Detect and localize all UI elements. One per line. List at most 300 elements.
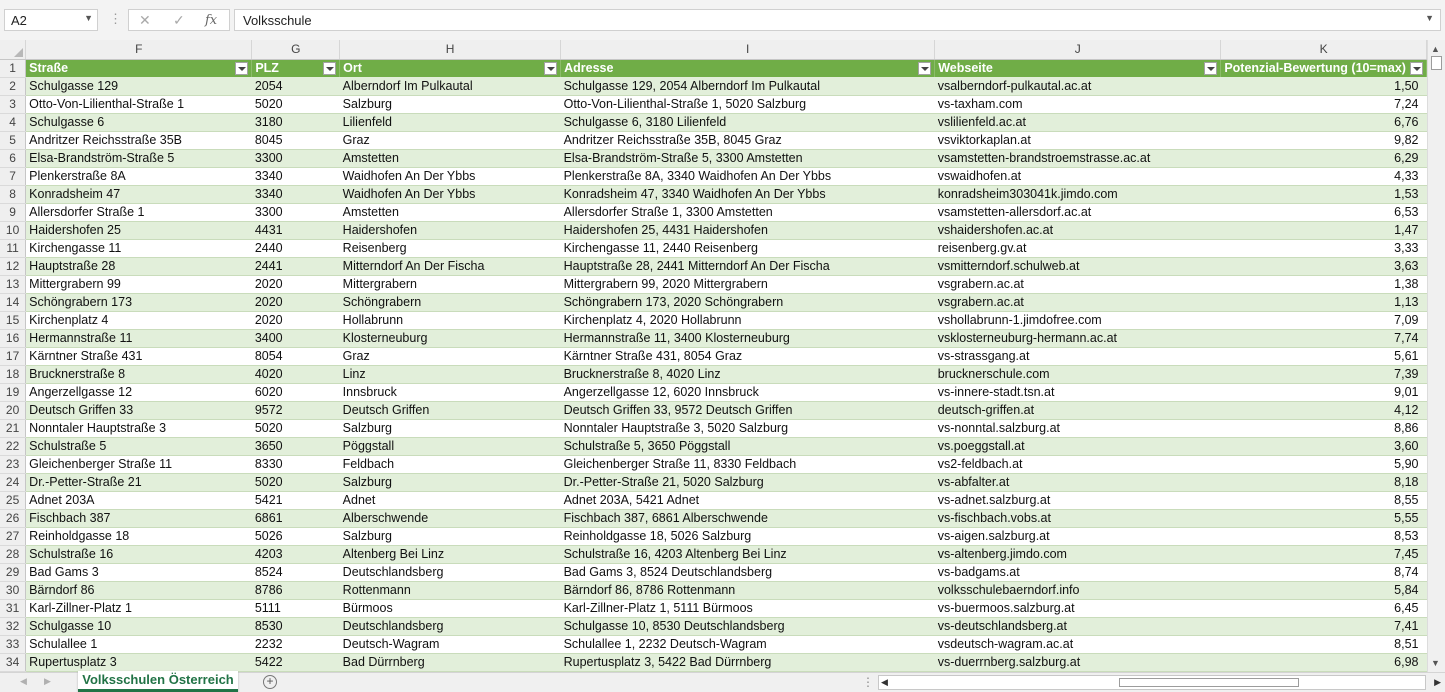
cell-plz[interactable]: 6861 [252,509,340,527]
cell-ort[interactable]: Feldbach [340,455,561,473]
table-row [0,311,1427,329]
cell-strasse[interactable]: Reinholdgasse 18 [26,527,252,545]
row-number[interactable]: 18 [0,365,26,383]
cell-webseite[interactable]: vsviktorkaplan.at [935,131,1221,149]
formula-bar-grip-icon[interactable]: ⋮ [109,11,122,26]
cell-ort[interactable]: Reisenberg [340,239,561,257]
cell-ort[interactable]: Deutsch-Wagram [340,635,561,653]
cell-webseite[interactable]: vsdeutsch-wagram.ac.at [935,635,1221,653]
table-row [0,365,1427,383]
cell-strasse[interactable]: Schulgasse 6 [26,113,252,131]
select-all-corner[interactable] [0,40,26,59]
cell-bewertung[interactable]: 4,33 [1221,167,1427,185]
table-row [0,221,1427,239]
row-number[interactable]: 33 [0,635,26,653]
header-cell-ort[interactable] [340,59,561,77]
cell-adresse[interactable]: Mittergrabern 99, 2020 Mittergrabern [561,275,935,293]
table-row [0,293,1427,311]
cell-strasse[interactable]: Gleichenberger Straße 11 [26,455,252,473]
row-number[interactable]: 16 [0,329,26,347]
row-number[interactable]: 31 [0,599,26,617]
cell-bewertung[interactable]: 8,86 [1221,419,1427,437]
table-row [0,257,1427,275]
cell-webseite[interactable]: vsamstetten-brandstroemstrasse.ac.at [935,149,1221,167]
cell-adresse[interactable]: Bärndorf 86, 8786 Rottenmann [561,581,935,599]
filter-dropdown-icon[interactable] [544,62,557,75]
cell-plz[interactable]: 5020 [252,419,340,437]
row-number[interactable]: 13 [0,275,26,293]
cell-strasse[interactable]: Schulgasse 10 [26,617,252,635]
row-number[interactable]: 7 [0,167,26,185]
cell-plz[interactable]: 8524 [252,563,340,581]
cell-adresse[interactable]: Hauptstraße 28, 2441 Mitterndorf An Der Fischa [561,257,935,275]
cell-strasse[interactable]: Elsa-Brandström-Straße 5 [26,149,252,167]
cell-strasse[interactable]: Otto-Von-Lilienthal-Straße 1 [26,95,252,113]
cell-plz[interactable]: 2440 [252,239,340,257]
cell-adresse[interactable]: Allersdorfer Straße 1, 3300 Amstetten [561,203,935,221]
name-box-value: A2 [11,13,27,28]
cell-bewertung[interactable]: 1,50 [1221,77,1427,95]
cell-adresse[interactable]: Schöngrabern 173, 2020 Schöngrabern [561,293,935,311]
cell-plz[interactable]: 3300 [252,149,340,167]
sheet-tab-bar [0,672,1445,692]
cell-adresse[interactable]: Gleichenberger Straße 11, 8330 Feldbach [561,455,935,473]
cell-adresse[interactable]: Karl-Zillner-Platz 1, 5111 Bürmoos [561,599,935,617]
cell-adresse[interactable]: Kirchenplatz 4, 2020 Hollabrunn [561,311,935,329]
cell-strasse[interactable]: Mittergrabern 99 [26,275,252,293]
cell-plz[interactable]: 2020 [252,311,340,329]
row-number[interactable]: 21 [0,419,26,437]
cell-plz[interactable]: 4431 [252,221,340,239]
cell-strasse[interactable]: Schulstraße 5 [26,437,252,455]
table-row [0,329,1427,347]
cell-strasse[interactable]: Schulstraße 16 [26,545,252,563]
cell-strasse[interactable]: Karl-Zillner-Platz 1 [26,599,252,617]
cell-adresse[interactable]: Fischbach 387, 6861 Alberschwende [561,509,935,527]
cell-ort[interactable]: Hollabrunn [340,311,561,329]
table-row [0,347,1427,365]
cell-ort[interactable]: Mittergrabern [340,275,561,293]
previous-sheet-icon[interactable]: ◀ [20,676,27,686]
add-sheet-icon[interactable]: + [263,675,277,689]
cell-plz[interactable]: 3340 [252,185,340,203]
cell-adresse[interactable]: Otto-Von-Lilienthal-Straße 1, 5020 Salzburg [561,95,935,113]
cell-ort[interactable]: Deutsch Griffen [340,401,561,419]
horizontal-scrollbar[interactable] [878,675,1441,690]
cell-adresse[interactable]: Schulgasse 6, 3180 Lilienfeld [561,113,935,131]
row-number[interactable]: 28 [0,545,26,563]
cell-adresse[interactable]: Andritzer Reichsstraße 35B, 8045 Graz [561,131,935,149]
row-number[interactable]: 4 [0,113,26,131]
cell-bewertung[interactable]: 7,24 [1221,95,1427,113]
column-header-k[interactable]: K [1221,40,1427,59]
cell-webseite[interactable]: vs-nonntal.salzburg.at [935,419,1221,437]
enter-icon[interactable]: ✓ [173,12,185,28]
cell-bewertung[interactable]: 1,13 [1221,293,1427,311]
cell-adresse[interactable]: Schulallee 1, 2232 Deutsch-Wagram [561,635,935,653]
sheet-tab-label: Volksschulen Österreich [82,672,234,687]
row-number[interactable]: 6 [0,149,26,167]
cell-adresse[interactable]: Deutsch Griffen 33, 9572 Deutsch Griffen [561,401,935,419]
cell-ort[interactable]: Altenberg Bei Linz [340,545,561,563]
cell-bewertung[interactable]: 3,63 [1221,257,1427,275]
table-row [0,491,1427,509]
row-number[interactable]: 11 [0,239,26,257]
header-cell-strasse[interactable] [26,59,252,77]
cell-strasse[interactable]: Fischbach 387 [26,509,252,527]
cell-plz[interactable]: 5020 [252,95,340,113]
cell-webseite[interactable]: vsgrabern.ac.at [935,275,1221,293]
cell-plz[interactable]: 5020 [252,473,340,491]
sheet-tab-volksschulen[interactable] [78,671,238,692]
cell-strasse[interactable]: Rupertusplatz 3 [26,653,252,671]
row-number[interactable]: 3 [0,95,26,113]
cell-plz[interactable]: 5111 [252,599,340,617]
cell-bewertung[interactable]: 8,53 [1221,527,1427,545]
cell-webseite[interactable]: vs2-feldbach.at [935,455,1221,473]
cell-adresse[interactable]: Kärntner Straße 431, 8054 Graz [561,347,935,365]
cell-webseite[interactable]: brucknerschule.com [935,365,1221,383]
header-label: Adresse [564,61,614,76]
cell-bewertung[interactable]: 6,98 [1221,653,1427,671]
cell-webseite[interactable]: vs-altenberg.jimdo.com [935,545,1221,563]
cell-bewertung[interactable]: 6,29 [1221,149,1427,167]
cell-bewertung[interactable]: 8,51 [1221,635,1427,653]
cell-ort[interactable]: Haidershofen [340,221,561,239]
cell-adresse[interactable]: Rupertusplatz 3, 5422 Bad Dürrnberg [561,653,935,671]
row-number[interactable]: 26 [0,509,26,527]
cell-bewertung[interactable]: 7,74 [1221,329,1427,347]
row-number[interactable]: 12 [0,257,26,275]
table-row [0,95,1427,113]
cell-strasse[interactable]: Brucknerstraße 8 [26,365,252,383]
cell-adresse[interactable]: Hermannstraße 11, 3400 Klosterneuburg [561,329,935,347]
cell-ort[interactable]: Waidhofen An Der Ybbs [340,185,561,203]
cell-webseite[interactable]: vsalberndorf-pulkautal.ac.at [935,77,1221,95]
cell-webseite[interactable]: vsgrabern.ac.at [935,293,1221,311]
cell-plz[interactable]: 3180 [252,113,340,131]
row-number[interactable]: 32 [0,617,26,635]
cell-bewertung[interactable]: 6,45 [1221,599,1427,617]
cell-webseite[interactable]: deutsch-griffen.at [935,401,1221,419]
header-cell-adresse[interactable] [561,59,935,77]
cell-ort[interactable]: Pöggstall [340,437,561,455]
table-row [0,545,1427,563]
cell-ort[interactable]: Bad Dürrnberg [340,653,561,671]
cell-webseite[interactable]: vs-badgams.at [935,563,1221,581]
cell-plz[interactable]: 2020 [252,293,340,311]
cell-webseite[interactable]: vsklosterneuburg-hermann.ac.at [935,329,1221,347]
cell-ort[interactable]: Alberschwende [340,509,561,527]
header-label: Webseite [938,61,993,76]
cell-strasse[interactable]: Hauptstraße 28 [26,257,252,275]
cell-plz[interactable]: 8786 [252,581,340,599]
cell-plz[interactable]: 9572 [252,401,340,419]
row-number[interactable]: 10 [0,221,26,239]
scroll-up-icon[interactable]: ▲ [1431,44,1440,54]
table-row [0,203,1427,221]
cell-webseite[interactable]: vshaidershofen.ac.at [935,221,1221,239]
cell-ort[interactable]: Salzburg [340,95,561,113]
scroll-right-icon[interactable]: ▶ [1434,677,1441,687]
header-cell-webseite[interactable] [935,59,1221,77]
horizontal-scroll-thumb[interactable] [1119,678,1299,687]
cell-strasse[interactable]: Andritzer Reichsstraße 35B [26,131,252,149]
header-cell-plz[interactable] [252,59,340,77]
row-number[interactable]: 22 [0,437,26,455]
cell-strasse[interactable]: Konradsheim 47 [26,185,252,203]
cell-adresse[interactable]: Plenkerstraße 8A, 3340 Waidhofen An Der Ybbs [561,167,935,185]
cell-webseite[interactable]: vs-buermoos.salzburg.at [935,599,1221,617]
cell-webseite[interactable]: vs.poeggstall.at [935,437,1221,455]
cell-webseite[interactable]: vs-duerrnberg.salzburg.at [935,653,1221,671]
cell-bewertung[interactable]: 8,74 [1221,563,1427,581]
cell-adresse[interactable]: Bad Gams 3, 8524 Deutschlandsberg [561,563,935,581]
expand-formula-bar-icon[interactable]: ▼ [1425,13,1434,23]
cell-plz[interactable]: 8330 [252,455,340,473]
row-number[interactable]: 2 [0,77,26,95]
cell-adresse[interactable]: Schulgasse 10, 8530 Deutschlandsberg [561,617,935,635]
cell-bewertung[interactable]: 9,01 [1221,383,1427,401]
row-number[interactable]: 23 [0,455,26,473]
cell-ort[interactable]: Innsbruck [340,383,561,401]
cell-bewertung[interactable]: 7,45 [1221,545,1427,563]
cell-adresse[interactable]: Adnet 203A, 5421 Adnet [561,491,935,509]
cell-bewertung[interactable]: 1,38 [1221,275,1427,293]
column-header-f[interactable]: F [26,40,252,59]
cell-ort[interactable]: Linz [340,365,561,383]
table-row [0,599,1427,617]
cell-plz[interactable]: 2232 [252,635,340,653]
cell-ort[interactable]: Rottenmann [340,581,561,599]
cell-ort[interactable]: Alberndorf Im Pulkautal [340,77,561,95]
cell-bewertung[interactable]: 1,47 [1221,221,1427,239]
cell-bewertung[interactable]: 5,84 [1221,581,1427,599]
cell-webseite[interactable]: vs-aigen.salzburg.at [935,527,1221,545]
cell-ort[interactable]: Mitterndorf An Der Fischa [340,257,561,275]
cell-bewertung[interactable]: 8,18 [1221,473,1427,491]
cell-adresse[interactable]: Schulgasse 129, 2054 Alberndorf Im Pulkautal [561,77,935,95]
row-number[interactable]: 20 [0,401,26,419]
cell-webseite[interactable]: vs-deutschlandsberg.at [935,617,1221,635]
vertical-scrollbar[interactable] [1427,40,1445,672]
cell-strasse[interactable]: Schöngrabern 173 [26,293,252,311]
cell-bewertung[interactable]: 9,82 [1221,131,1427,149]
cell-webseite[interactable]: vs-innere-stadt.tsn.at [935,383,1221,401]
header-label: Ort [343,61,362,76]
cell-strasse[interactable]: Haidershofen 25 [26,221,252,239]
cell-webseite[interactable]: vs-taxham.com [935,95,1221,113]
cell-strasse[interactable]: Angerzellgasse 12 [26,383,252,401]
cell-ort[interactable]: Deutschlandsberg [340,563,561,581]
cell-plz[interactable]: 4020 [252,365,340,383]
cell-webseite[interactable]: vsmitterndorf.schulweb.at [935,257,1221,275]
next-sheet-icon[interactable]: ▶ [44,676,51,686]
cell-bewertung[interactable]: 7,39 [1221,365,1427,383]
cell-bewertung[interactable]: 6,76 [1221,113,1427,131]
cell-ort[interactable]: Amstetten [340,203,561,221]
cell-strasse[interactable]: Dr.-Petter-Straße 21 [26,473,252,491]
cell-plz[interactable]: 2054 [252,77,340,95]
cell-adresse[interactable]: Elsa-Brandström-Straße 5, 3300 Amstetten [561,149,935,167]
cell-webseite[interactable]: vshollabrunn-1.jimdofree.com [935,311,1221,329]
cell-strasse[interactable]: Kirchenplatz 4 [26,311,252,329]
row-number[interactable]: 19 [0,383,26,401]
filter-dropdown-icon[interactable] [918,62,931,75]
column-header-i[interactable]: I [561,40,935,59]
row-number[interactable]: 34 [0,653,26,671]
row-number[interactable]: 27 [0,527,26,545]
table-row [0,401,1427,419]
row-number[interactable]: 24 [0,473,26,491]
cell-strasse[interactable]: Bad Gams 3 [26,563,252,581]
cell-strasse[interactable]: Plenkerstraße 8A [26,167,252,185]
cell-ort[interactable]: Graz [340,131,561,149]
cell-strasse[interactable]: Schulallee 1 [26,635,252,653]
cell-bewertung[interactable]: 4,12 [1221,401,1427,419]
formula-input[interactable] [234,9,1441,31]
cell-strasse[interactable]: Schulgasse 129 [26,77,252,95]
cell-bewertung[interactable]: 7,41 [1221,617,1427,635]
filter-dropdown-icon[interactable] [1410,62,1423,75]
cancel-icon[interactable]: ✕ [139,12,151,28]
row-number[interactable]: 14 [0,293,26,311]
cell-plz[interactable]: 3650 [252,437,340,455]
row-number[interactable]: 1 [0,59,26,77]
cell-adresse[interactable]: Angerzellgasse 12, 6020 Innsbruck [561,383,935,401]
cell-strasse[interactable]: Nonntaler Hauptstraße 3 [26,419,252,437]
cell-ort[interactable]: Adnet [340,491,561,509]
table-row [0,563,1427,581]
cell-adresse[interactable]: Konradsheim 47, 3340 Waidhofen An Der Ybbs [561,185,935,203]
name-box[interactable] [4,9,98,31]
cell-adresse[interactable]: Reinholdgasse 18, 5026 Salzburg [561,527,935,545]
cell-adresse[interactable]: Schulstraße 16, 4203 Altenberg Bei Linz [561,545,935,563]
cell-bewertung[interactable]: 3,60 [1221,437,1427,455]
cell-bewertung[interactable]: 5,55 [1221,509,1427,527]
cell-strasse[interactable]: Adnet 203A [26,491,252,509]
cell-plz[interactable]: 8045 [252,131,340,149]
row-number[interactable]: 17 [0,347,26,365]
table-row [0,383,1427,401]
cell-ort[interactable]: Salzburg [340,527,561,545]
cell-plz[interactable]: 5026 [252,527,340,545]
row-number[interactable]: 30 [0,581,26,599]
row-number[interactable]: 15 [0,311,26,329]
cell-ort[interactable]: Bürmoos [340,599,561,617]
cell-webseite[interactable]: reisenberg.gv.at [935,239,1221,257]
cell-bewertung[interactable]: 5,61 [1221,347,1427,365]
cell-plz[interactable]: 6020 [252,383,340,401]
cell-webseite[interactable]: vswaidhofen.at [935,167,1221,185]
cell-ort[interactable]: Graz [340,347,561,365]
cell-strasse[interactable]: Bärndorf 86 [26,581,252,599]
cell-plz[interactable]: 3300 [252,203,340,221]
cell-bewertung[interactable]: 6,53 [1221,203,1427,221]
cell-ort[interactable]: Waidhofen An Der Ybbs [340,167,561,185]
vertical-scroll-thumb[interactable] [1431,56,1442,70]
cell-adresse[interactable]: Dr.-Petter-Straße 21, 5020 Salzburg [561,473,935,491]
cell-ort[interactable]: Lilienfeld [340,113,561,131]
cell-adresse[interactable]: Kirchengasse 11, 2440 Reisenberg [561,239,935,257]
cell-webseite[interactable]: vs-adnet.salzburg.at [935,491,1221,509]
table-row [0,473,1427,491]
cell-adresse[interactable]: Haidershofen 25, 4431 Haidershofen [561,221,935,239]
cell-webseite[interactable]: volksschulebaerndorf.info [935,581,1221,599]
cell-plz[interactable]: 8054 [252,347,340,365]
cell-adresse[interactable]: Schulstraße 5, 3650 Pöggstall [561,437,935,455]
column-header-g[interactable]: G [252,40,340,59]
column-header-j[interactable]: J [935,40,1221,59]
cell-plz[interactable]: 3340 [252,167,340,185]
cell-bewertung[interactable]: 8,55 [1221,491,1427,509]
cell-bewertung[interactable]: 3,33 [1221,239,1427,257]
cell-ort[interactable]: Schöngrabern [340,293,561,311]
insert-function-icon[interactable]: fx [205,13,218,28]
cell-plz[interactable]: 5421 [252,491,340,509]
cell-ort[interactable]: Amstetten [340,149,561,167]
cell-webseite[interactable]: vsamstetten-allersdorf.ac.at [935,203,1221,221]
filter-dropdown-icon[interactable] [323,62,336,75]
header-label: Potenzial-Bewertung (10=max) [1224,61,1406,76]
cell-ort[interactable]: Klosterneuburg [340,329,561,347]
cell-ort[interactable]: Salzburg [340,419,561,437]
cell-strasse[interactable]: Deutsch Griffen 33 [26,401,252,419]
table-row [0,617,1427,635]
cell-strasse[interactable]: Kirchengasse 11 [26,239,252,257]
table-row [0,113,1427,131]
header-cell-bewertung[interactable] [1221,59,1427,77]
row-number[interactable]: 5 [0,131,26,149]
filter-dropdown-icon[interactable] [1204,62,1217,75]
row-number[interactable]: 8 [0,185,26,203]
cell-plz[interactable]: 4203 [252,545,340,563]
cell-strasse[interactable]: Allersdorfer Straße 1 [26,203,252,221]
cell-plz[interactable]: 3400 [252,329,340,347]
cell-bewertung[interactable]: 1,53 [1221,185,1427,203]
cell-adresse[interactable]: Brucknerstraße 8, 4020 Linz [561,365,935,383]
row-number[interactable]: 29 [0,563,26,581]
row-number[interactable]: 9 [0,203,26,221]
table-row [0,149,1427,167]
cell-webseite[interactable]: vs-fischbach.vobs.at [935,509,1221,527]
worksheet-table [0,40,1427,672]
cell-plz[interactable]: 5422 [252,653,340,671]
cell-strasse[interactable]: Hermannstraße 11 [26,329,252,347]
cell-plz[interactable]: 2441 [252,257,340,275]
cell-ort[interactable]: Salzburg [340,473,561,491]
cell-plz[interactable]: 2020 [252,275,340,293]
cell-bewertung[interactable]: 7,09 [1221,311,1427,329]
cell-adresse[interactable]: Nonntaler Hauptstraße 3, 5020 Salzburg [561,419,935,437]
cell-plz[interactable]: 8530 [252,617,340,635]
cell-ort[interactable]: Deutschlandsberg [340,617,561,635]
cell-strasse[interactable]: Kärntner Straße 431 [26,347,252,365]
cell-bewertung[interactable]: 5,90 [1221,455,1427,473]
cell-webseite[interactable]: vs-strassgang.at [935,347,1221,365]
filter-dropdown-icon[interactable] [235,62,248,75]
tab-split-grip-icon[interactable]: ⋮ [862,675,874,689]
scroll-down-icon[interactable]: ▼ [1431,658,1440,668]
column-header-h[interactable]: H [340,40,561,59]
cell-webseite[interactable]: konradsheim303041k.jimdo.com [935,185,1221,203]
cell-webseite[interactable]: vslilienfeld.ac.at [935,113,1221,131]
row-number[interactable]: 25 [0,491,26,509]
cell-webseite[interactable]: vs-abfalter.at [935,473,1221,491]
name-box-dropdown-icon[interactable]: ▼ [84,13,93,23]
scroll-left-icon[interactable]: ◀ [881,677,888,687]
table-row [0,239,1427,257]
